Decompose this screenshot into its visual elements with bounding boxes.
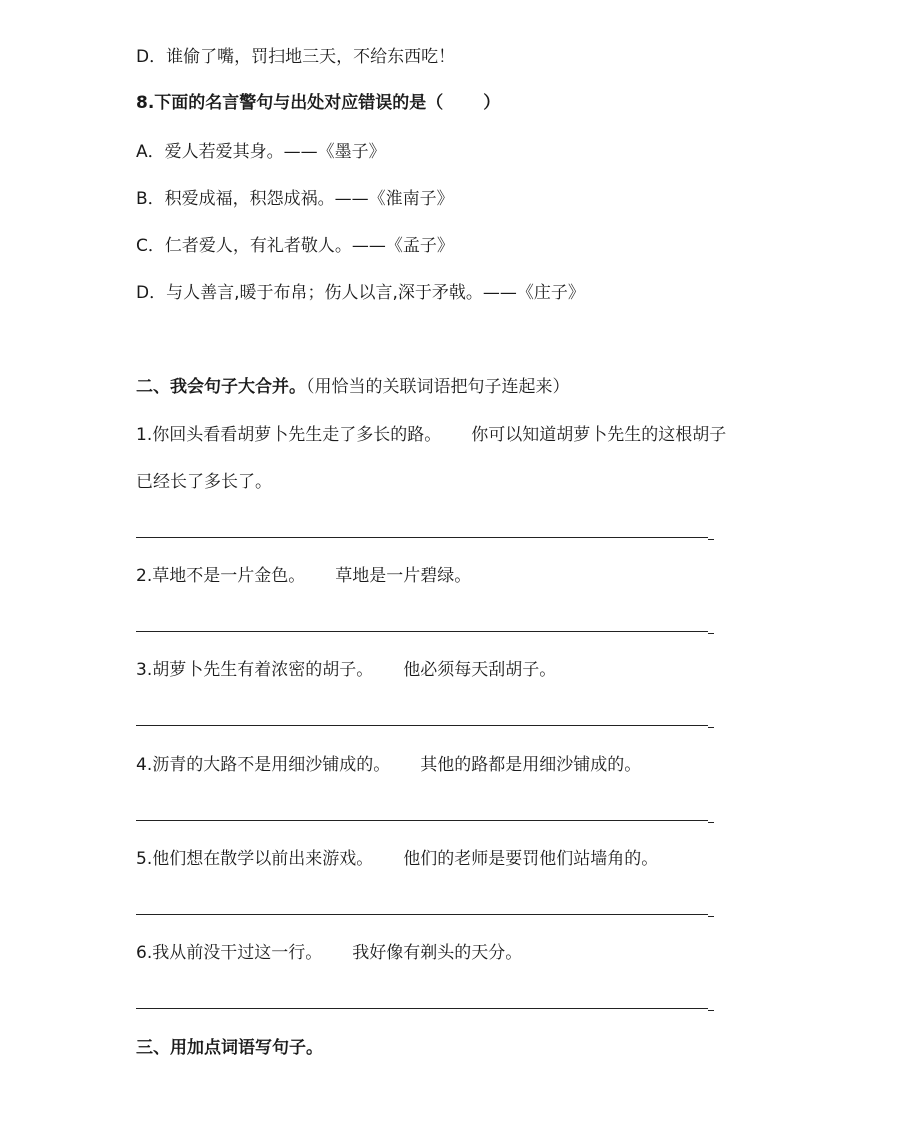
s2-item-3-a: 3.胡萝卜先生有着浓密的胡子。 [136, 660, 374, 680]
s2-item-1-answer-tail [708, 539, 714, 540]
q8-option-c: C．仁者爱人，有礼者敬人。——《孟子》 [136, 236, 454, 256]
s2-item-2-b: 草地是一片碧绿。 [335, 566, 472, 586]
q8-stem [136, 92, 500, 114]
s2-item-5-answer-line[interactable] [136, 914, 708, 915]
s2-item-5-answer-tail [708, 916, 714, 917]
s2-item-3-answer-line[interactable] [136, 725, 708, 726]
s2-item-4-b: 其他的路都是用细沙铺成的。 [420, 755, 642, 775]
s2-item-1-continued: 已经长了多长了。 [136, 472, 272, 492]
s2-item-3-answer-tail [708, 727, 714, 728]
s2-item-2-answer-tail [708, 633, 714, 634]
s2-item-3-b: 他必须每天刮胡子。 [403, 660, 557, 680]
s2-item-2-answer-line[interactable] [136, 631, 708, 632]
s2-item-4 [136, 754, 641, 776]
s2-item-2-a: 2.草地不是一片金色。 [136, 566, 306, 586]
section2-title: 二、我会句子大合并。 [136, 377, 306, 397]
section3-title: 三、用加点词语写句子。 [136, 1038, 323, 1058]
s2-item-1-answer-line[interactable] [136, 537, 708, 538]
s2-item-1-a: 1.你回头看看胡萝卜先生走了多长的路。 [136, 425, 442, 445]
section2-instruction: （用恰当的关联词语把句子连起来） [306, 377, 570, 397]
s2-item-4-a: 4.沥青的大路不是用细沙铺成的。 [136, 755, 391, 775]
s2-item-6-answer-tail [708, 1010, 714, 1011]
s2-item-6-answer-line[interactable] [136, 1008, 708, 1009]
s2-item-5 [136, 848, 658, 870]
s2-item-5-a: 5.他们想在散学以前出来游戏。 [136, 849, 374, 869]
q8-stem-close: ） [483, 93, 501, 113]
s2-item-4-answer-tail [708, 822, 714, 823]
s2-item-5-b: 他们的老师是要罚他们站墙角的。 [403, 849, 659, 869]
s2-item-6 [136, 942, 522, 964]
q8-stem-text: 8.下面的名言警句与出处对应错误的是（ [136, 93, 444, 113]
s2-item-2 [136, 565, 471, 587]
s2-item-4-answer-line[interactable] [136, 820, 708, 821]
section2-heading [136, 376, 570, 398]
q8-option-d: D．与人善言,暖于布帛；伤人以言,深于矛戟。——《庄子》 [136, 283, 585, 303]
s2-item-3 [136, 659, 556, 681]
q8-option-b: B．积爱成福，积怨成祸。——《淮南子》 [136, 189, 454, 209]
s2-item-1 [136, 424, 726, 446]
s2-item-6-b: 我好像有剃头的天分。 [352, 943, 523, 963]
q8-option-a: A．爱人若爱其身。——《墨子》 [136, 142, 386, 162]
s2-item-6-a: 6.我从前没干过这一行。 [136, 943, 323, 963]
s2-item-1-b: 你可以知道胡萝卜先生的这根胡子 [471, 425, 727, 445]
q7-option-d: D．谁偷了嘴，罚扫地三天，不给东西吃！ [136, 47, 456, 67]
